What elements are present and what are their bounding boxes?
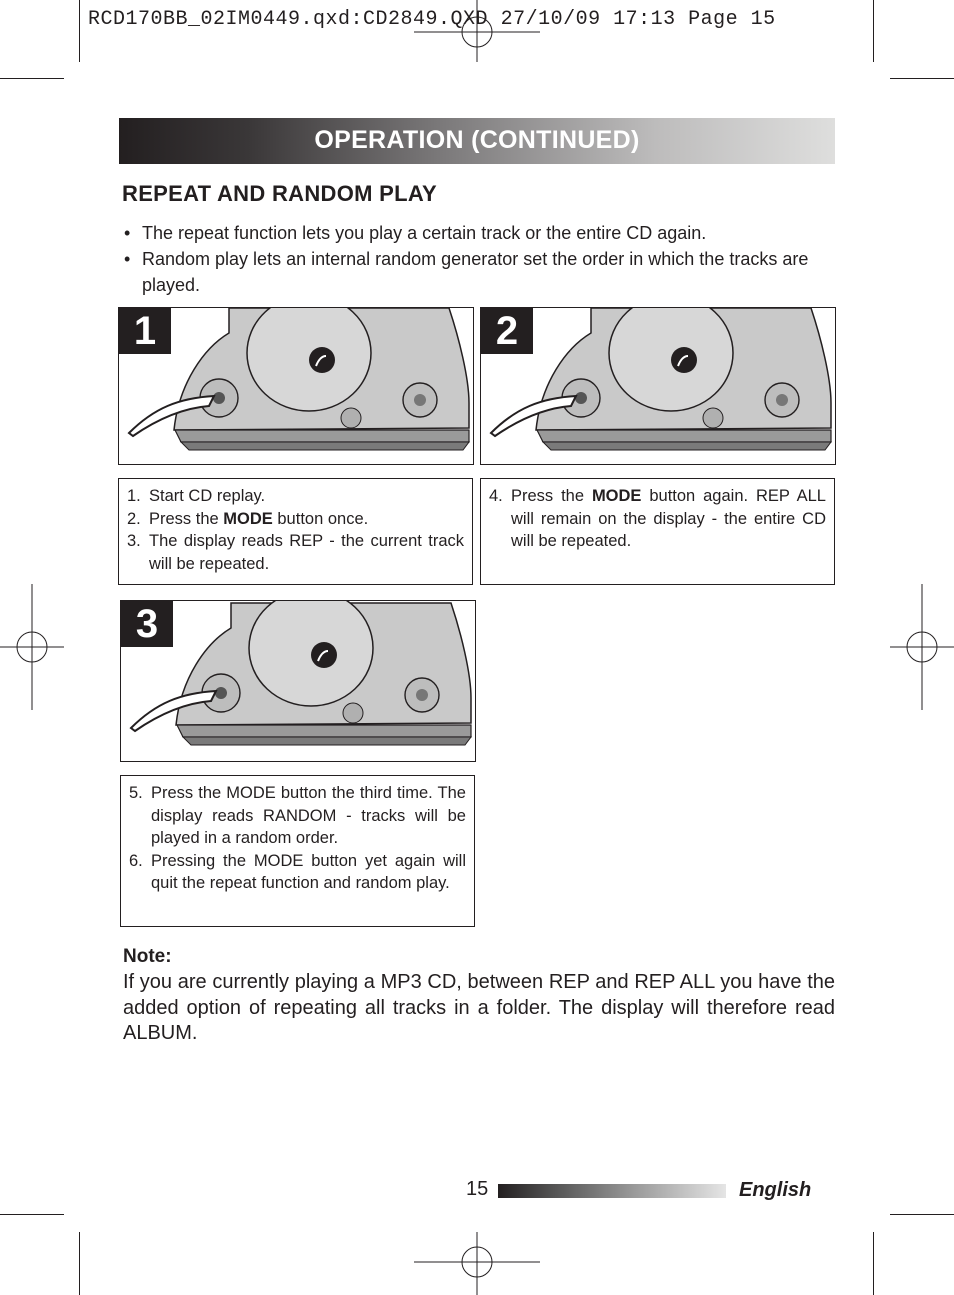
page-number: 15: [466, 1178, 489, 1200]
illustration-panel-2: [480, 307, 836, 465]
step-number-badge: 3: [121, 601, 173, 647]
bullet-item: • The repeat function lets you play a certain track or the entire CD again.: [122, 220, 836, 246]
banner-title: OPERATION (CONTINUED): [314, 126, 640, 154]
cd-player-illustration: [119, 308, 473, 464]
bullet-list: [122, 220, 836, 298]
step-item: 5. Press the MODE button the third time. The display reads RANDOM - tracks will be played in a random order.: [129, 784, 466, 847]
section-title: REPEAT AND RANDOM PLAY: [122, 181, 438, 206]
cd-player-illustration: [121, 601, 475, 761]
steps-box-3: [120, 775, 475, 927]
illustration-panel-3: [120, 600, 476, 762]
steps-box-2: [480, 478, 835, 585]
print-slug: RCD170BB_02IM0449.qxd:CD2849.QXD 27/10/09 17:13 Page 15: [88, 8, 776, 31]
step-item: 2. Press the MODE button once.: [127, 509, 369, 528]
footer-gradient-bar: [498, 1184, 726, 1198]
note-body: If you are currently playing a MP3 CD, between REP and REP ALL you have the added option of repeating all tracks in a folder. The display will therefore read ALBUM.: [123, 971, 835, 1044]
step-number-badge: 2: [481, 308, 533, 354]
note-heading: Note:: [123, 946, 172, 967]
step-item: 3. The display reads REP - the current track will be repeated.: [127, 532, 464, 573]
illustration-panel-1: [118, 307, 474, 465]
step-item: 4. Press the MODE button again. REP ALL will remain on the display - the entire CD will be repeated.: [489, 487, 826, 550]
cd-player-illustration: [481, 308, 835, 464]
footer-language: English: [739, 1179, 812, 1201]
section-banner: [119, 118, 835, 164]
step-number-badge: 1: [119, 308, 171, 354]
step-item: 1. Start CD replay.: [127, 487, 266, 505]
bullet-item: • Random play lets an internal random generator set the order in which the tracks are played.: [122, 246, 836, 298]
step-item: 6. Pressing the MODE button yet again will quit the repeat function and random play.: [129, 851, 466, 892]
steps-box-1: [118, 478, 473, 585]
